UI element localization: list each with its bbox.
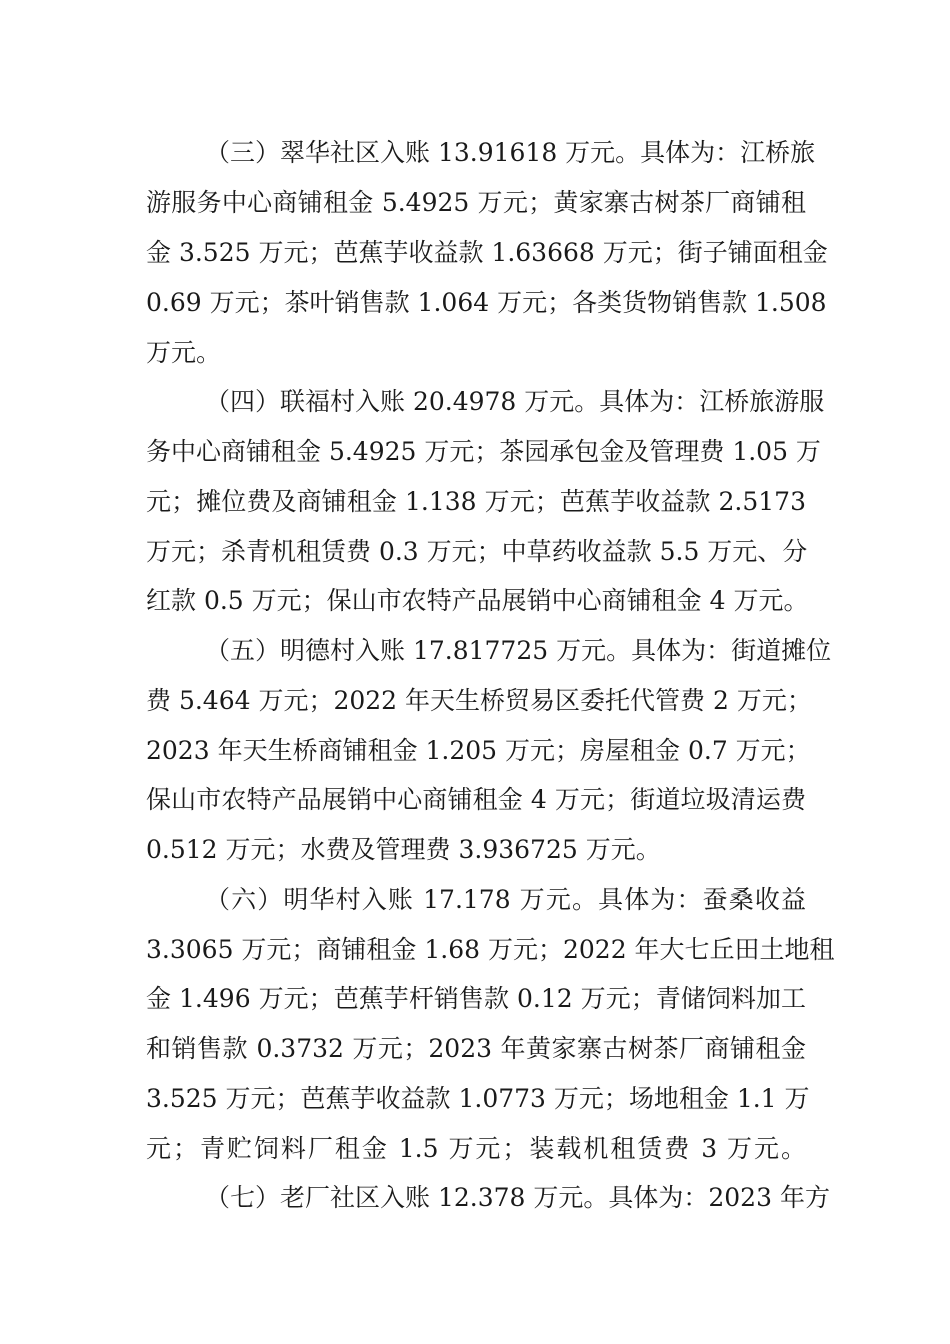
paragraph-line: 元；青贮饲料厂租金 1.5 万元；装载机租赁费 3 万元。 — [146, 1134, 806, 1163]
paragraph-line: （三）翠华社区入账 13.91618 万元。具体为：江桥旅 — [205, 138, 816, 167]
paragraph-line: 2023 年天生桥商铺租金 1.205 万元；房屋租金 0.7 万元； — [146, 736, 811, 765]
paragraph-line: 保山市农特产品展销中心商铺租金 4 万元；街道垃圾清运费 — [146, 785, 806, 814]
paragraph-line: 3.525 万元；芭蕉芋收益款 1.0773 万元；场地租金 1.1 万 — [146, 1084, 810, 1113]
paragraph-line: （七）老厂社区入账 12.378 万元。具体为：2023 年方 — [205, 1183, 830, 1212]
paragraph-line: （四）联福村入账 20.4978 万元。具体为：江桥旅游服 — [205, 387, 825, 416]
paragraph-line: 3.3065 万元；商铺租金 1.68 万元；2022 年大七丘田土地租 — [146, 935, 835, 964]
paragraph-line: （六）明华村入账 17.178 万元。具体为：蚕桑收益 — [205, 885, 806, 914]
paragraph-line: 费 5.464 万元；2022 年天生桥贸易区委托代管费 2 万元； — [146, 686, 812, 715]
paragraph-line: 金 3.525 万元；芭蕉芋收益款 1.63668 万元；街子铺面租金 — [146, 238, 828, 267]
paragraph-line: 务中心商铺租金 5.4925 万元；茶园承包金及管理费 1.05 万 — [146, 437, 821, 466]
paragraph-line: 游服务中心商铺租金 5.4925 万元；黄家寨古树茶厂商铺租 — [146, 188, 806, 217]
paragraph-line: 红款 0.5 万元；保山市农特产品展销中心商铺租金 4 万元。 — [146, 586, 809, 615]
paragraph-line: 金 1.496 万元；芭蕉芋杆销售款 0.12 万元；青储饲料加工 — [146, 984, 806, 1013]
paragraph-line: 元；摊位费及商铺租金 1.138 万元；芭蕉芋收益款 2.5173 — [146, 487, 806, 516]
paragraph-line: 0.69 万元；茶叶销售款 1.064 万元；各类货物销售款 1.508 — [146, 288, 827, 317]
paragraph-line: 和销售款 0.3732 万元；2023 年黄家寨古树茶厂商铺租金 — [146, 1034, 806, 1063]
paragraph-line: 万元；杀青机租赁费 0.3 万元；中草药收益款 5.5 万元、分 — [146, 537, 808, 566]
paragraph-line: （五）明德村入账 17.817725 万元。具体为：街道摊位 — [205, 636, 832, 665]
paragraph-line: 0.512 万元；水费及管理费 3.936725 万元。 — [146, 835, 661, 864]
paragraph-line: 万元。 — [146, 338, 222, 367]
